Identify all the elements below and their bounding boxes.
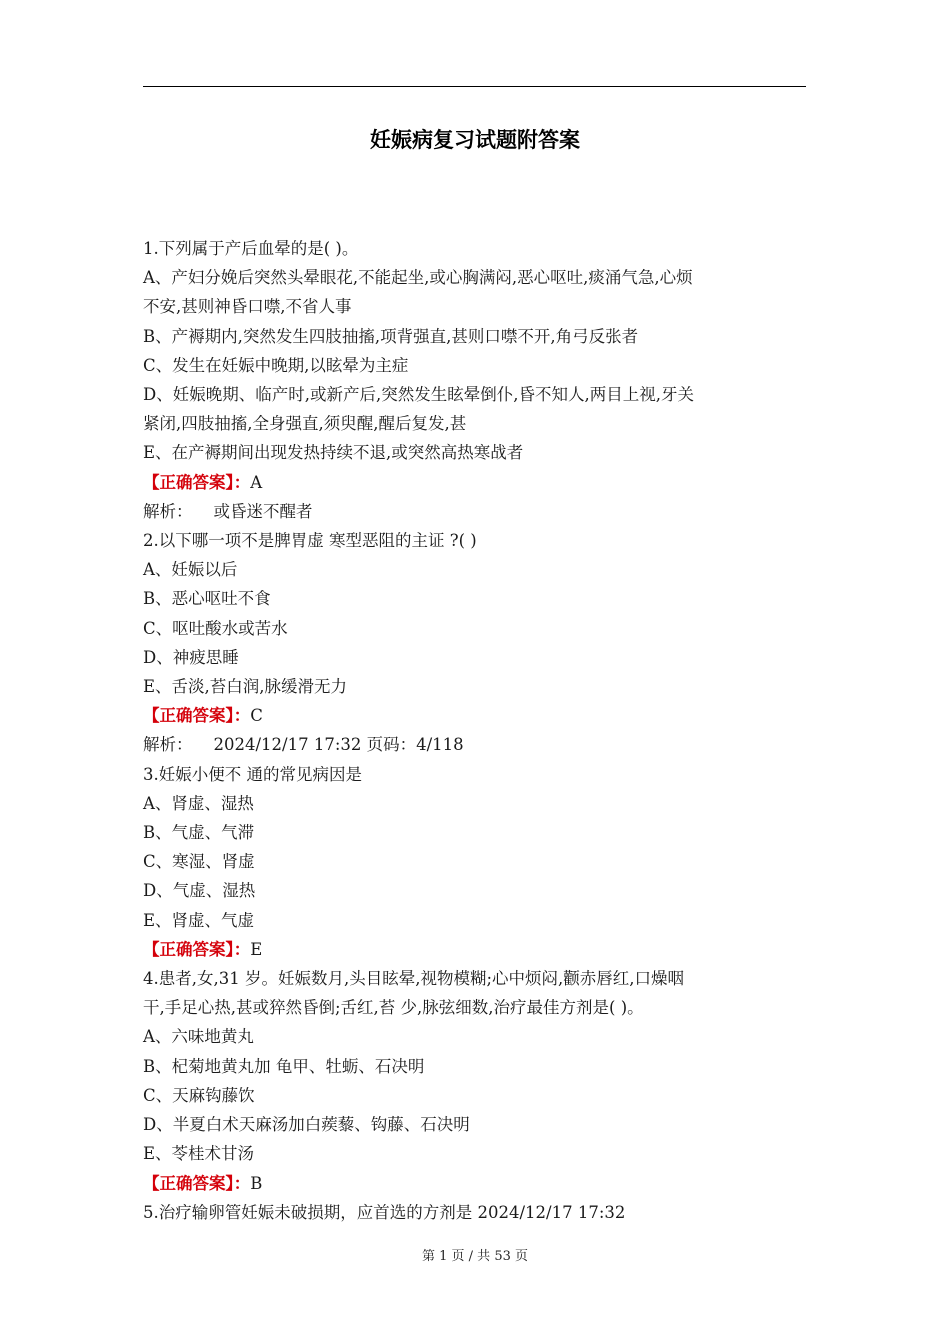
option-c: C、发生在妊娠中晚期,以眩晕为主症	[143, 355, 409, 375]
question-stem: 4.患者,女,31 岁。妊娠数月,头目眩晕,视物模糊;心中烦闷,颧赤唇红,口燥咽	[143, 969, 685, 989]
correct-answer	[143, 935, 806, 964]
question-stem: 2.以下哪一项不是脾胃虚 寒型恶阻的主证 ?( )	[143, 531, 477, 551]
option-d: D、半夏白术天麻汤加白蒺藜、钩藤、石决明	[143, 1115, 470, 1135]
answer-label: 【正确答案】：	[143, 1173, 251, 1193]
option-d: D、妊娠晚期、临产时,或新产后,突然发生眩晕倒仆,昏不知人,两目上视,牙关	[143, 385, 694, 405]
option-c: C、天麻钩藤饮	[143, 1085, 255, 1105]
header-rule	[143, 86, 806, 87]
answer-value: A	[250, 472, 263, 492]
page-footer: 第 1 页 / 共 53 页	[422, 1249, 528, 1264]
answer-value: B	[250, 1173, 263, 1193]
analysis: 解析： 或昏迷不醒者	[143, 501, 313, 521]
option-e: E、舌淡,苔白润,脉缓滑无力	[143, 677, 348, 697]
option-d: D、气虚、湿热	[143, 881, 256, 901]
option-e: E、苓桂术甘汤	[143, 1144, 255, 1164]
option-e: E、肾虚、气虚	[143, 910, 255, 930]
question-stem: 3.妊娠小便不 通的常见病因是	[143, 764, 362, 784]
document-title: 妊娠病复习试题附答案	[370, 128, 580, 152]
option-a: A、妊娠以后	[143, 560, 238, 580]
question-5	[143, 1198, 806, 1227]
option-d-continued: 紧闭,四肢抽搐,全身强直,须臾醒,醒后复发,甚	[143, 414, 467, 434]
option-d: D、神疲思睡	[143, 647, 239, 667]
correct-answer	[143, 701, 806, 730]
question-stem-continued: 干,手足心热,甚或猝然昏倒;舌红,苔 少,脉弦细数,治疗最佳方剂是( )。	[143, 998, 644, 1018]
correct-answer	[143, 468, 806, 497]
analysis: 解析： 2024/12/17 17:32 页码：4/118	[143, 735, 464, 755]
question-3	[143, 760, 806, 964]
answer-label: 【正确答案】：	[143, 939, 251, 959]
option-e: E、在产褥期间出现发热持续不退,或突然高热寒战者	[143, 443, 524, 463]
answer-value: C	[250, 706, 263, 726]
correct-answer	[143, 1169, 806, 1198]
option-a: A、产妇分娩后突然头晕眼花,不能起坐,或心胸满闷,恶心呕吐,痰涌气急,心烦	[143, 268, 693, 288]
answer-value: E	[250, 939, 263, 959]
option-c: C、寒湿、肾虚	[143, 852, 255, 872]
option-b: B、恶心呕吐不食	[143, 589, 271, 609]
question-4	[143, 964, 806, 1198]
question-1	[143, 234, 806, 526]
question-list	[143, 234, 806, 1227]
answer-label: 【正确答案】：	[143, 706, 251, 726]
question-stem: 1.下列属于产后血晕的是( )。	[143, 239, 359, 258]
option-a-continued: 不安,甚则神昏口噤,不省人事	[143, 297, 352, 317]
question-2	[143, 526, 806, 760]
option-c: C、呕吐酸水或苦水	[143, 618, 288, 638]
option-b: B、产褥期内,突然发生四肢抽搐,项背强直,甚则口噤不开,角弓反张者	[143, 326, 639, 346]
option-b: B、杞菊地黄丸加 龟甲、牡蛎、石决明	[143, 1056, 425, 1076]
answer-label: 【正确答案】：	[143, 472, 251, 492]
option-a: A、六味地黄丸	[143, 1027, 254, 1047]
question-stem: 5.治疗输卵管妊娠未破损期，应首选的方剂是 2024/12/17 17:32	[143, 1202, 626, 1222]
option-b: B、气虚、气滞	[143, 823, 255, 843]
option-a: A、肾虚、湿热	[143, 793, 254, 813]
